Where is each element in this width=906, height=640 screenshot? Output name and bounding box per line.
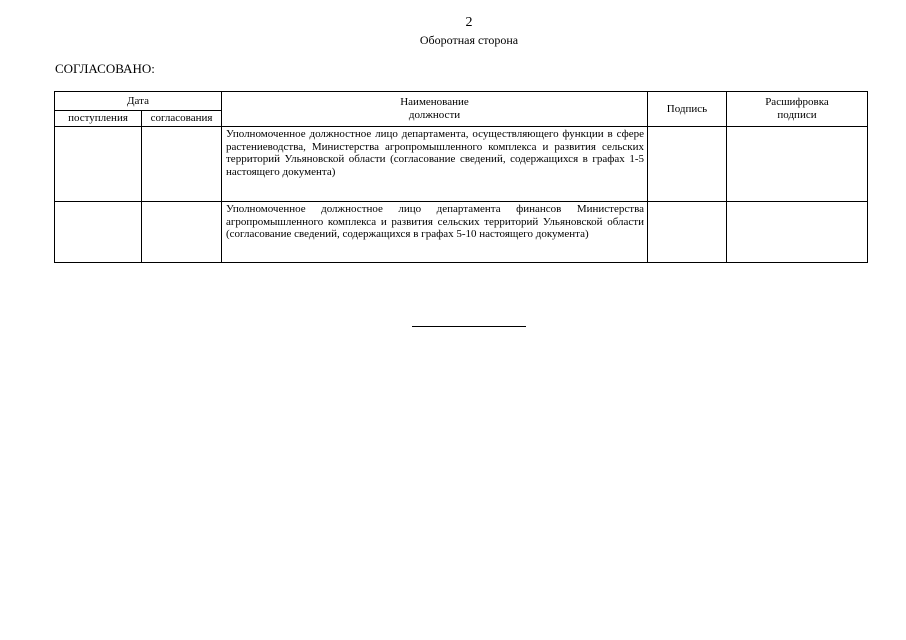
signature-header: Подпись [648, 92, 727, 127]
date-received-header: поступления [55, 111, 142, 127]
position-cell: Уполномоченное должностное лицо департамента, осуществляющего функции в сфере растениеводства, Министерства агропромышленного комплекса и развития сельских территорий Ульяновской области (согласование сведений, содержащихся в графах 1-5 настоящего документа) [222, 127, 648, 202]
signature-cell [648, 202, 727, 263]
position-cell: Уполномоченное должностное лицо департамента финансов Министерства агропромышленного комплекса и развития сельских территорий Ульяновской области (согласование сведений, содержащихся в графах 5-10 настоящего документа) [222, 202, 648, 263]
page-subtitle: Оборотная сторона [419, 33, 519, 47]
approval-table [54, 91, 868, 263]
table-row [55, 127, 868, 202]
received-date-cell [55, 202, 142, 263]
approved-date-cell [142, 202, 222, 263]
signature-decoding-cell [727, 202, 868, 263]
approved-label: СОГЛАСОВАНО: [55, 61, 155, 76]
signature-decoding-cell [727, 127, 868, 202]
signature-decoding-header-subtitle: подписи [777, 109, 817, 121]
approved-date-cell [142, 127, 222, 202]
position-header-title: Наименование [400, 96, 469, 108]
date-approved-header: согласования [142, 111, 222, 127]
page-number: 2 [465, 15, 473, 30]
signature-decoding-header [727, 92, 868, 127]
position-header [222, 92, 648, 127]
footer-divider [412, 326, 526, 327]
date-header: Дата [55, 92, 222, 111]
received-date-cell [55, 127, 142, 202]
table-row [55, 202, 868, 263]
signature-cell [648, 127, 727, 202]
signature-decoding-header-title: Расшифровка [765, 96, 829, 108]
position-header-subtitle: должности [408, 109, 461, 121]
